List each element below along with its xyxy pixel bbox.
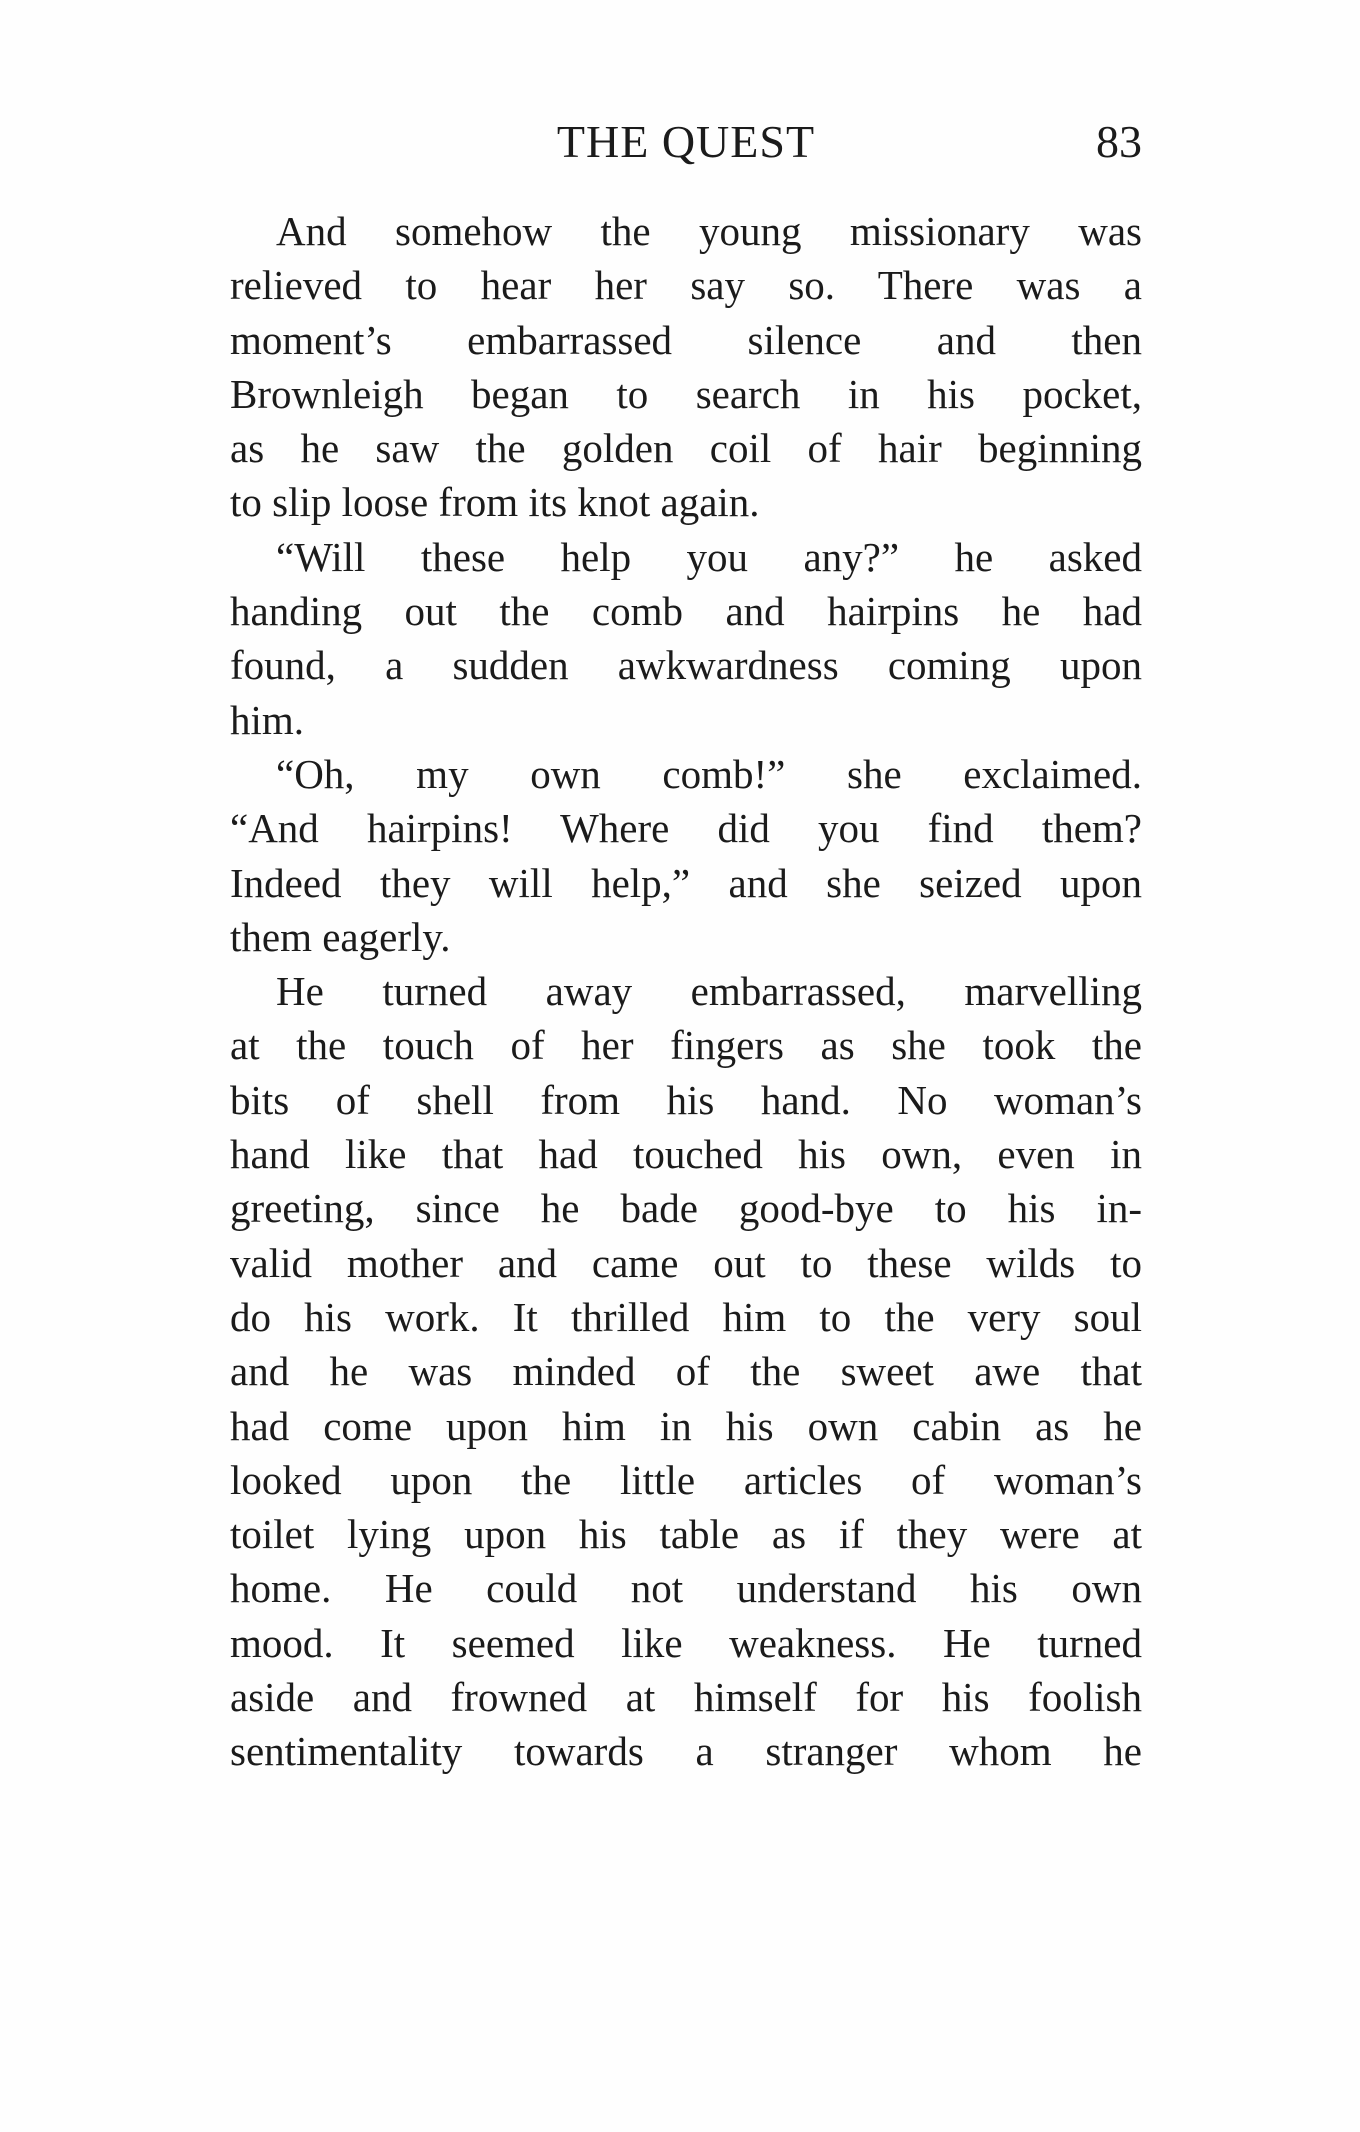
running-head: THE QUEST — [556, 116, 816, 167]
text-line: looked upon the little articles of woman’s — [230, 1456, 1142, 1503]
text-line: relieved to hear her say so. There was a — [230, 262, 1142, 309]
text-line: him. — [230, 696, 305, 743]
text-line: to slip loose from its knot again. — [230, 479, 760, 526]
text-line: sentimentality towards a stranger whom he — [230, 1728, 1142, 1775]
text-line: as he saw the golden coil of hair beginning — [230, 425, 1142, 472]
text-line: valid mother and came out to these wilds to — [230, 1239, 1142, 1286]
body-text — [230, 204, 1142, 1779]
text-line: greeting, since he bade good-bye to his in- — [230, 1185, 1142, 1232]
text-line: He turned away embarrassed, marvelling — [276, 968, 1142, 1015]
text-line: mood. It seemed like weakness. He turned — [230, 1619, 1142, 1666]
text-line: hand like that had touched his own, even in — [230, 1131, 1142, 1178]
text-line: Brownleigh began to search in his pocket, — [230, 370, 1142, 417]
page-header — [230, 112, 1142, 172]
text-line: aside and frowned at himself for his foolish — [230, 1674, 1142, 1721]
text-line: at the touch of her fingers as she took the — [230, 1022, 1142, 1069]
text-line: toilet lying upon his table as if they were at — [230, 1511, 1142, 1558]
text-line: Indeed they will help,” and she seized upon — [230, 859, 1142, 906]
text-line: bits of shell from his hand. No woman’s — [230, 1076, 1142, 1123]
text-line: “Oh, my own comb!” she exclaimed. — [276, 750, 1142, 797]
text-line: them eagerly. — [230, 913, 451, 960]
text-line: and he was minded of the sweet awe that — [230, 1348, 1142, 1395]
text-line: moment’s embarrassed silence and then — [230, 316, 1142, 363]
text-line: “And hairpins! Where did you find them? — [230, 805, 1142, 852]
text-line: “Will these help you any?” he asked — [276, 533, 1142, 580]
text-line: found, a sudden awkwardness coming upon — [230, 642, 1142, 689]
text-line: home. He could not understand his own — [230, 1565, 1142, 1612]
text-line: had come upon him in his own cabin as he — [230, 1402, 1142, 1449]
text-line: And somehow the young missionary was — [276, 208, 1142, 254]
text-line: do his work. It thrilled him to the very soul — [230, 1293, 1142, 1340]
text-line: handing out the comb and hairpins he had — [230, 588, 1142, 635]
page-number: 83 — [1096, 116, 1142, 167]
